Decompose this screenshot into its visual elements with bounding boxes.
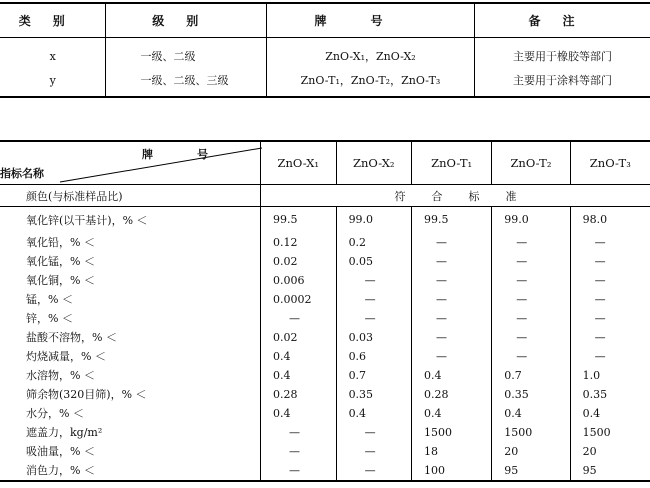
value-cell: — <box>570 252 650 271</box>
corner-label-brand: 牌号 <box>142 148 252 161</box>
specification-header-row <box>0 141 650 185</box>
brand-cell: ZnO-X₁，ZnO-X₂ <box>266 38 474 69</box>
value-cell: — <box>570 328 650 347</box>
value-cell: — <box>336 442 411 461</box>
value-cell: 99.0 <box>492 207 570 233</box>
value-cell: — <box>570 271 650 290</box>
value-cell: — <box>411 271 491 290</box>
value-cell: — <box>261 442 337 461</box>
grade-cell: 一级、二级 <box>106 38 266 69</box>
value-cell: — <box>492 347 570 366</box>
brand-cell: ZnO-T₁，ZnO-T₂，ZnO-T₃ <box>266 68 474 97</box>
indicator-name: 氧化锰，% ＜ <box>26 255 95 268</box>
table-row <box>0 442 650 461</box>
table-row <box>0 328 650 347</box>
value-cell: — <box>261 309 337 328</box>
value-cell: 0.006 <box>261 271 337 290</box>
indicator-name: 遮盖力，kg/m² <box>26 426 103 439</box>
brand-header-t1: ZnO-T₁ <box>411 141 491 185</box>
value-cell: — <box>261 423 337 442</box>
value-cell: 0.35 <box>570 385 650 404</box>
value-cell: — <box>492 290 570 309</box>
indicator-name: 锌，% ＜ <box>26 312 73 325</box>
indicator-name: 灼烧减量，% ＜ <box>26 350 106 363</box>
value-cell: — <box>261 461 337 481</box>
value-cell: — <box>411 309 491 328</box>
value-cell: — <box>492 252 570 271</box>
table-row <box>0 347 650 366</box>
indicator-name: 盐酸不溶物，% ＜ <box>26 331 117 344</box>
value-cell: 0.7 <box>492 366 570 385</box>
value-cell: — <box>492 271 570 290</box>
header-note: 备注 <box>475 3 650 38</box>
value-cell: 95 <box>492 461 570 481</box>
value-cell: 20 <box>570 442 650 461</box>
category-cell: x <box>49 49 56 63</box>
value-cell: — <box>336 461 411 481</box>
value-cell: 0.4 <box>261 404 337 423</box>
classification-table <box>0 2 650 98</box>
value-cell: — <box>492 328 570 347</box>
value-cell: — <box>492 233 570 252</box>
specification-table <box>0 140 650 482</box>
value-cell: 0.4 <box>261 347 337 366</box>
value-cell: 99.5 <box>411 207 491 233</box>
value-cell: — <box>411 290 491 309</box>
value-cell: 0.4 <box>411 404 491 423</box>
table-row <box>0 366 650 385</box>
header-category: 类别 <box>0 3 106 38</box>
value-cell: — <box>570 347 650 366</box>
corner-label-indicator: 指标名称 <box>0 167 44 180</box>
brand-header-x2: ZnO-X₂ <box>336 141 411 185</box>
value-cell: 1500 <box>492 423 570 442</box>
value-cell: 20 <box>492 442 570 461</box>
value-cell: 99.0 <box>336 207 411 233</box>
value-cell: 0.02 <box>261 328 337 347</box>
classification-header-row <box>0 3 650 38</box>
value-cell: 0.4 <box>261 366 337 385</box>
value-cell: 0.28 <box>411 385 491 404</box>
value-cell: — <box>336 271 411 290</box>
table-row <box>0 207 650 233</box>
value-cell: 0.35 <box>492 385 570 404</box>
indicator-name: 氧化铅，% ＜ <box>26 236 95 249</box>
indicator-name: 吸油量，% ＜ <box>26 445 95 458</box>
value-cell: 0.4 <box>411 366 491 385</box>
table-row <box>0 233 650 252</box>
color-row <box>0 185 650 207</box>
indicator-name: 筛余物(320目筛)，% ＜ <box>26 388 147 401</box>
value-cell: 1.0 <box>570 366 650 385</box>
table-row <box>0 252 650 271</box>
indicator-name: 氧化铜，% ＜ <box>26 274 95 287</box>
value-cell: 98.0 <box>570 207 650 233</box>
table-row <box>0 271 650 290</box>
value-cell: 0.12 <box>261 233 337 252</box>
value-cell: — <box>336 290 411 309</box>
value-cell: 0.6 <box>336 347 411 366</box>
value-cell: — <box>411 233 491 252</box>
value-cell: 0.7 <box>336 366 411 385</box>
value-cell: 0.4 <box>492 404 570 423</box>
value-cell: 1500 <box>570 423 650 442</box>
grade-cell: 一级、二级、三级 <box>106 68 266 97</box>
value-cell: 18 <box>411 442 491 461</box>
header-grade: 级别 <box>106 3 266 38</box>
indicator-name: 氧化锌(以干基计)，% ＜ <box>26 213 148 227</box>
value-cell: — <box>336 309 411 328</box>
brand-header-t3: ZnO-T₃ <box>570 141 650 185</box>
value-cell: — <box>411 328 491 347</box>
table-row <box>0 290 650 309</box>
value-cell: 0.35 <box>336 385 411 404</box>
value-cell: 99.5 <box>261 207 337 233</box>
table-row <box>0 404 650 423</box>
table-row <box>0 385 650 404</box>
value-cell: — <box>570 309 650 328</box>
brand-header-x1: ZnO-X₁ <box>261 141 337 185</box>
value-cell: 0.03 <box>336 328 411 347</box>
value-cell: 0.05 <box>336 252 411 271</box>
table-row <box>0 423 650 442</box>
note-cell: 主要用于涂料等部门 <box>475 68 650 97</box>
value-cell: — <box>411 347 491 366</box>
classification-row <box>0 68 650 97</box>
value-cell: 95 <box>570 461 650 481</box>
color-row-label: 颜色(与标准样品比) <box>0 185 261 207</box>
value-cell: — <box>492 309 570 328</box>
value-cell: 0.4 <box>336 404 411 423</box>
table-row <box>0 461 650 481</box>
category-cell: y <box>0 68 106 97</box>
indicator-name: 锰，% ＜ <box>26 293 73 306</box>
value-cell: — <box>336 423 411 442</box>
brand-header-t2: ZnO-T₂ <box>492 141 570 185</box>
specification-body <box>0 207 650 481</box>
indicator-name: 消色力，% ＜ <box>0 461 261 481</box>
value-cell: 100 <box>411 461 491 481</box>
note-cell: 主要用于橡胶等部门 <box>475 38 650 69</box>
header-brand: 牌号 <box>266 3 474 38</box>
value-cell: 0.0002 <box>261 290 337 309</box>
indicator-name: 水溶物，% ＜ <box>26 369 95 382</box>
value-cell: 1500 <box>411 423 491 442</box>
value-cell: 0.2 <box>336 233 411 252</box>
value-cell: 0.02 <box>261 252 337 271</box>
classification-row <box>0 38 650 69</box>
diagonal-corner-cell <box>0 141 261 185</box>
value-cell: 0.4 <box>570 404 650 423</box>
color-row-value: 符合标准 <box>261 185 650 207</box>
value-cell: — <box>570 290 650 309</box>
value-cell: — <box>570 233 650 252</box>
value-cell: — <box>411 252 491 271</box>
value-cell: 0.28 <box>261 385 337 404</box>
indicator-name: 水分，% ＜ <box>26 407 84 420</box>
table-row <box>0 309 650 328</box>
